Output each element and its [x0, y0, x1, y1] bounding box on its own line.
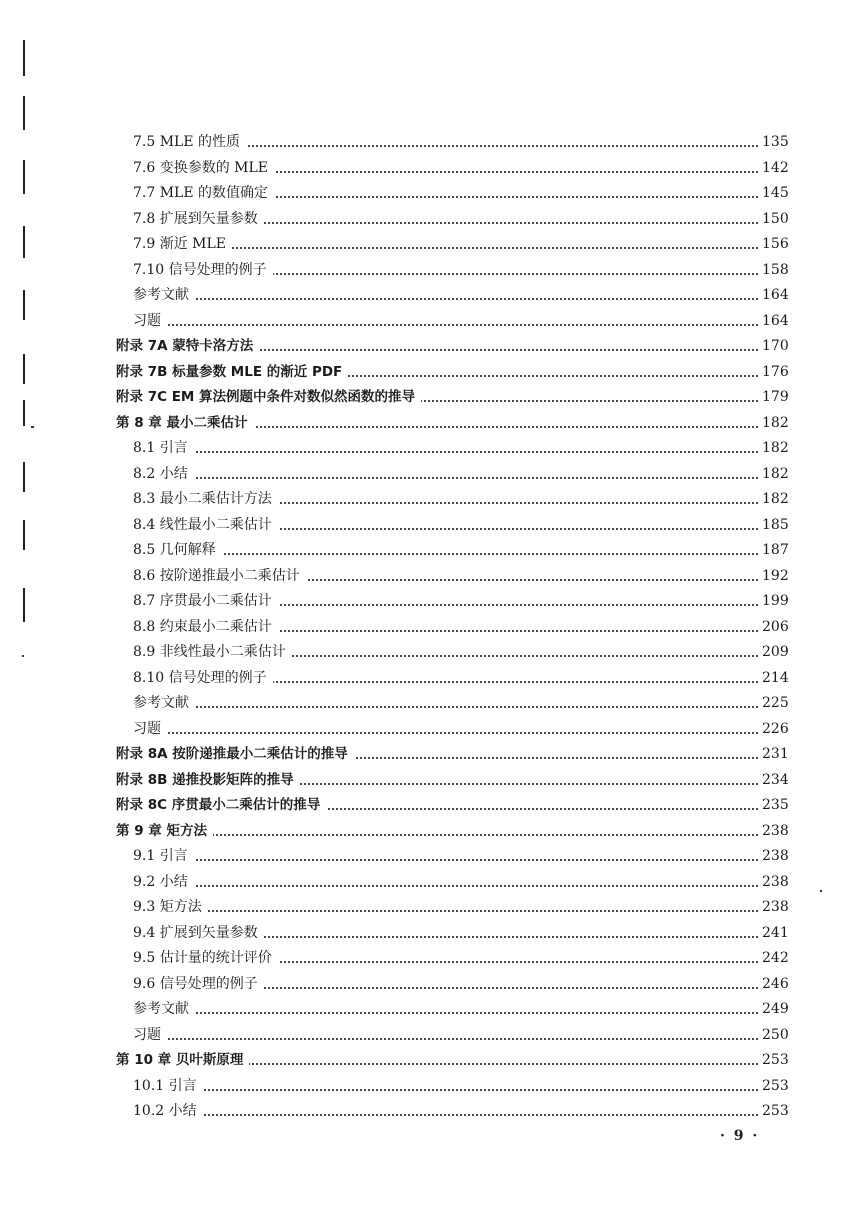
toc-entry-page: 145 — [758, 183, 792, 203]
toc-entry — [0, 744, 868, 764]
dot-leader — [136, 834, 758, 836]
toc-entry-page: 238 — [758, 872, 792, 892]
toc-entry-title: 8.5 几何解释 — [133, 540, 222, 560]
toc-entry-title: 8.3 最小二乘估计方法 — [133, 489, 278, 509]
toc-entry-page: 158 — [758, 260, 792, 280]
dot-leader — [153, 298, 758, 300]
toc-entry-title: 8.6 按阶递推最小二乘估计 — [133, 566, 306, 586]
toc-entry — [0, 413, 868, 433]
toc-entry-page: 192 — [758, 566, 792, 586]
toc-entry-page: 164 — [758, 311, 792, 331]
toc-entry-title: 8.9 非线性最小二乘估计 — [133, 642, 292, 662]
toc-entry-title: 附录 7A 蒙特卡洛方法 — [116, 336, 259, 356]
toc-entry-title: 习题 — [133, 311, 167, 331]
toc-entry-page: 235 — [758, 795, 792, 815]
toc-entry-title: 8.2 小结 — [133, 464, 194, 484]
toc-entry — [0, 260, 868, 280]
toc-entry-page: 225 — [758, 693, 792, 713]
dot-leader — [153, 910, 758, 912]
toc-entry — [0, 1101, 868, 1121]
toc-entry — [0, 1025, 868, 1045]
toc-entry-page: 238 — [758, 897, 792, 917]
toc-entry — [0, 515, 868, 535]
toc-entry-page: 185 — [758, 515, 792, 535]
toc-entry-page: 238 — [758, 821, 792, 841]
toc-entry — [0, 540, 868, 560]
toc-entry-title: 7.5 MLE 的性质 — [133, 132, 246, 152]
toc-entry-title: 7.7 MLE 的数值确定 — [133, 183, 274, 203]
toc-entry-title: 9.5 估计量的统计评价 — [133, 948, 278, 968]
toc-entry — [0, 234, 868, 254]
dot-leader — [153, 1012, 758, 1014]
toc-entry — [0, 183, 868, 203]
toc-entry-page: 234 — [758, 770, 792, 790]
toc-entry — [0, 591, 868, 611]
toc-entry-title: 9.1 引言 — [133, 846, 194, 866]
toc-entry-page: 246 — [758, 974, 792, 994]
toc-entry-title: 第 9 章 矩方法 — [116, 821, 213, 841]
toc-entry-page: 242 — [758, 948, 792, 968]
toc-entry-title: 附录 8B 递推投影矩阵的推导 — [116, 770, 300, 790]
toc-entry-page: 179 — [758, 387, 792, 407]
dot-leader — [153, 324, 758, 326]
toc-entry-title: 8.1 引言 — [133, 438, 194, 458]
toc-entry-title: 附录 8A 按阶递推最小二乘估计的推导 — [116, 744, 354, 764]
toc-entry-title: 8.8 约束最小二乘估计 — [133, 617, 278, 637]
toc-entry-title: 10.2 小结 — [133, 1101, 203, 1121]
toc-entry-page: 182 — [758, 489, 792, 509]
binding-mark — [23, 40, 25, 76]
toc-entry-title: 9.3 矩方法 — [133, 897, 208, 917]
toc-entry-title: 习题 — [133, 1025, 167, 1045]
toc-entry-title: 参考文献 — [133, 285, 195, 305]
toc-entry — [0, 719, 868, 739]
toc-entry — [0, 566, 868, 586]
toc-entry — [0, 923, 868, 943]
toc-entry — [0, 999, 868, 1019]
toc-entry-page: 226 — [758, 719, 792, 739]
toc-entry-page: 249 — [758, 999, 792, 1019]
toc-entry-title: 第 8 章 最小二乘估计 — [116, 413, 254, 433]
toc-entry-page: 135 — [758, 132, 792, 152]
toc-entry — [0, 795, 868, 815]
toc-entry-page: 241 — [758, 923, 792, 943]
toc-entry — [0, 209, 868, 229]
toc-entry — [0, 897, 868, 917]
toc-entry-page: 231 — [758, 744, 792, 764]
toc-entry-title: 第 10 章 贝叶斯原理 — [116, 1050, 249, 1070]
toc-entry-title: 9.6 信号处理的例子 — [133, 974, 264, 994]
toc-entry — [0, 617, 868, 637]
toc-entry-page: 253 — [758, 1076, 792, 1096]
toc-entry-title: 7.8 扩展到矢量参数 — [133, 209, 264, 229]
toc-entry-page: 150 — [758, 209, 792, 229]
toc-entry-page: 199 — [758, 591, 792, 611]
toc-entry — [0, 336, 868, 356]
toc-entry-title: 8.7 序贯最小二乘估计 — [133, 591, 278, 611]
dot-leader — [153, 477, 758, 479]
toc-entry-page: 214 — [758, 668, 792, 688]
toc-entry — [0, 132, 868, 152]
toc-entry-page: 250 — [758, 1025, 792, 1045]
toc-entry-page: 209 — [758, 642, 792, 662]
toc-entry-page: 182 — [758, 413, 792, 433]
toc-entry-page: 206 — [758, 617, 792, 637]
page-number: · 9 · — [720, 1128, 760, 1144]
toc-entry — [0, 362, 868, 382]
toc-entry-page: 142 — [758, 158, 792, 178]
dot-leader — [153, 1089, 758, 1091]
toc-entry — [0, 948, 868, 968]
toc-entry — [0, 158, 868, 178]
toc-entry-page: 182 — [758, 464, 792, 484]
dot-leader — [153, 451, 758, 453]
dot-leader — [153, 1038, 758, 1040]
toc-entry — [0, 872, 868, 892]
toc-entry-title: 8.10 信号处理的例子 — [133, 668, 273, 688]
binding-mark — [23, 96, 25, 130]
toc-entry-title: 9.4 扩展到矢量参数 — [133, 923, 264, 943]
toc-entry — [0, 974, 868, 994]
toc-entry-title: 7.10 信号处理的例子 — [133, 260, 273, 280]
toc-entry-title: 10.1 引言 — [133, 1076, 203, 1096]
toc-entry — [0, 821, 868, 841]
toc-entry — [0, 1050, 868, 1070]
toc-entry-title: 附录 7C EM 算法例题中条件对数似然函数的推导 — [116, 387, 421, 407]
toc-entry-title: 8.4 线性最小二乘估计 — [133, 515, 278, 535]
toc-entry-page: 176 — [758, 362, 792, 382]
toc-entry-page: 182 — [758, 438, 792, 458]
toc-entry — [0, 642, 868, 662]
toc-entry — [0, 846, 868, 866]
toc-entry — [0, 1076, 868, 1096]
dot-leader — [153, 732, 758, 734]
toc-entry-title: 参考文献 — [133, 693, 195, 713]
dot-leader — [153, 706, 758, 708]
toc-entry — [0, 438, 868, 458]
toc-entry — [0, 311, 868, 331]
dot-leader — [153, 885, 758, 887]
toc-entry — [0, 693, 868, 713]
dot-leader — [153, 1114, 758, 1116]
toc-entry-title: 7.6 变换参数的 MLE — [133, 158, 274, 178]
toc-entry-page: 170 — [758, 336, 792, 356]
toc-entry-page: 164 — [758, 285, 792, 305]
toc-entry — [0, 770, 868, 790]
toc-entry-title: 参考文献 — [133, 999, 195, 1019]
toc-entry — [0, 387, 868, 407]
toc-entry — [0, 668, 868, 688]
toc-entry-title: 习题 — [133, 719, 167, 739]
toc-entry-page: 156 — [758, 234, 792, 254]
toc-entry — [0, 285, 868, 305]
toc-entry-title: 附录 8C 序贯最小二乘估计的推导 — [116, 795, 326, 815]
toc-entry-title: 9.2 小结 — [133, 872, 194, 892]
toc-entry — [0, 464, 868, 484]
toc-entry — [0, 489, 868, 509]
toc-entry-title: 7.9 渐近 MLE — [133, 234, 232, 254]
toc-entry-page: 187 — [758, 540, 792, 560]
toc-entry-page: 238 — [758, 846, 792, 866]
toc-entry-page: 253 — [758, 1050, 792, 1070]
toc-entry-page: 253 — [758, 1101, 792, 1121]
toc-entry-title: 附录 7B 标量参数 MLE 的渐近 PDF — [116, 362, 348, 382]
dot-leader — [153, 859, 758, 861]
dot-leader — [153, 247, 758, 249]
dot-leader — [153, 553, 758, 555]
